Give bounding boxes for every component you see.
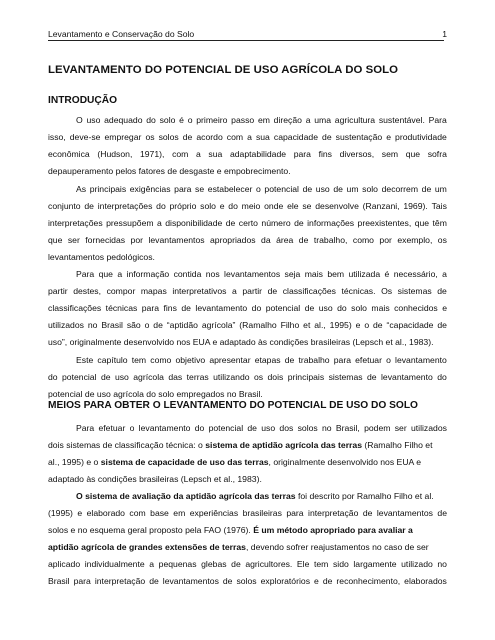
word: por (379, 234, 392, 245)
word: reconhecimento, (336, 576, 401, 587)
word: e (442, 303, 447, 314)
word: fins (318, 149, 332, 160)
word: disponibilidade (165, 217, 223, 228)
word: uma (314, 115, 332, 125)
intro-paragraph-1 (48, 112, 447, 180)
word: de (367, 371, 377, 382)
text-run: , devendo sofrer reajustamentos no caso de ser (245, 542, 429, 553)
word: passo (231, 115, 255, 125)
word: informação (126, 269, 170, 279)
text-line (48, 420, 447, 437)
word: decorrem (381, 183, 419, 194)
word: solos (297, 423, 318, 433)
word: Brasil, (335, 423, 360, 433)
word: utilizando (213, 371, 250, 382)
word: ser (394, 423, 407, 433)
word: o (386, 354, 391, 365)
word: classificações (282, 286, 336, 297)
word: interpretações (48, 217, 103, 228)
word: mais (304, 269, 323, 279)
text-line (48, 556, 447, 573)
word: potencial (208, 423, 244, 433)
word: isso, (48, 132, 66, 143)
word: do (194, 423, 205, 433)
word: a (305, 115, 311, 125)
word: o (187, 115, 193, 125)
word: que (414, 217, 430, 228)
text-line (48, 317, 447, 334)
word: de (100, 371, 111, 382)
word: nos (205, 269, 220, 279)
word: levantamentos (376, 508, 433, 519)
word: com (172, 149, 189, 160)
word: acordo (196, 132, 223, 143)
word: agrícola” (201, 320, 236, 331)
word: levantamentos (162, 576, 219, 587)
word: do (228, 200, 238, 211)
word: Para (76, 423, 95, 433)
word: direção (273, 115, 302, 125)
emphasis-text: sistema de capacidade de uso das terras (100, 457, 269, 468)
word: pequenas (158, 559, 197, 570)
word: glebas (201, 559, 227, 570)
word: de (298, 234, 309, 245)
word: Para (76, 269, 95, 279)
word: do (337, 303, 347, 314)
word: conjunto (48, 200, 81, 211)
text-line (48, 573, 447, 590)
word: de (182, 132, 193, 143)
word: adequado (104, 115, 143, 125)
word: efetuar (98, 423, 126, 433)
word: a (117, 269, 123, 279)
text-line (48, 522, 447, 539)
word: solo (351, 303, 367, 314)
word: partir (242, 286, 263, 297)
word: (Ranzani, (362, 200, 400, 211)
word: do (437, 371, 447, 382)
section2-paragraph-2 (48, 488, 447, 591)
word: no (437, 559, 447, 570)
word: sistemas (397, 286, 432, 297)
text-line (48, 505, 447, 522)
word: preexistentes, (357, 217, 412, 228)
word: e (77, 508, 83, 519)
word: utilizado (401, 559, 433, 570)
word: onde (264, 200, 284, 211)
word: solo (200, 200, 216, 211)
word: da (261, 234, 271, 245)
word: Brasil (48, 576, 70, 587)
word: base (150, 508, 169, 519)
header-title: Levantamento e Conservação do Solo (48, 29, 195, 39)
word: de (294, 217, 304, 228)
text-run: al., 1995) e o (48, 457, 101, 468)
word: para (73, 576, 91, 587)
text-line: uso”, originalmente desenvolvido nos EUA e adaptado às condições brasileiras (Lepsch et al., 1983). (48, 337, 434, 348)
document-title: LEVANTAMENTO DO POTENCIAL DE USO AGRÍCOLA DO SOLO (48, 64, 399, 76)
word: capacidade (273, 132, 318, 143)
word: de (437, 320, 447, 331)
text-line (48, 198, 447, 215)
word: se (195, 183, 205, 194)
word: largamente (353, 559, 397, 570)
word: conhecidos (394, 303, 438, 314)
word: sido (332, 559, 349, 570)
word: o (256, 183, 261, 194)
word: individualmente (84, 559, 145, 570)
word: sistemas (328, 371, 363, 382)
word: para (141, 303, 160, 314)
word: econômica (48, 149, 90, 160)
word: terras (186, 371, 209, 382)
word: de (421, 183, 432, 194)
word: estabelecer (207, 183, 253, 194)
word: Este (76, 354, 94, 365)
word: área (276, 234, 294, 245)
word: solo (159, 115, 176, 125)
word: e (386, 132, 391, 143)
word: o (129, 423, 135, 433)
intro-paragraph-2 (48, 181, 447, 266)
word: de (247, 423, 257, 433)
text-line (48, 488, 447, 505)
word: tem (131, 354, 147, 365)
word: sem (381, 149, 399, 160)
word: partir (48, 286, 68, 297)
word: de (284, 354, 295, 365)
word: Brasil (101, 320, 123, 331)
word: utilizada (348, 269, 381, 279)
word: por (130, 234, 143, 245)
word: etapas (254, 354, 281, 365)
word: destes, (73, 286, 102, 297)
word: uso (315, 183, 330, 194)
word: (Ramalho (239, 320, 277, 331)
word: podem (364, 423, 391, 433)
word: potencial (264, 183, 299, 194)
word: efetuar (355, 354, 382, 365)
word: al., (314, 320, 326, 331)
word: (Hudson, (97, 149, 133, 160)
word: o (364, 320, 370, 331)
section-heading-meios: MEIOS PARA OBTER O LEVANTAMENTO DO POTENCIAL DE USO DO SOLO (48, 400, 418, 411)
word: os (253, 371, 264, 382)
emphasis-text: sistema de aptidão agrícola das terras (205, 440, 363, 451)
text-line (48, 129, 447, 146)
word: apresentar (209, 354, 251, 365)
word: agrícola (133, 371, 164, 382)
word: a (195, 149, 201, 160)
word: capítulo (97, 354, 128, 365)
word: exigências (129, 183, 171, 194)
word: desenvolve (315, 200, 359, 211)
text-line (48, 352, 447, 369)
word: a (149, 559, 155, 570)
word: o (144, 320, 150, 331)
word: com (226, 132, 244, 143)
text-run: dois sistemas de classificação técnica: o (48, 440, 206, 451)
word: em (173, 508, 186, 519)
word: do (146, 115, 156, 125)
word: tem (313, 559, 329, 570)
text-line (48, 266, 447, 283)
word: adaptabilidade (229, 149, 287, 160)
word: pressupõem (106, 217, 154, 228)
word: interpretativos (172, 286, 227, 297)
word: a (247, 132, 252, 143)
text-line (48, 112, 447, 129)
word: de (322, 132, 332, 143)
text-line (48, 437, 447, 454)
word: do (48, 371, 58, 382)
word: Para (428, 115, 447, 125)
word: do (251, 303, 262, 314)
word: que (98, 269, 113, 279)
word: fins (163, 303, 177, 314)
word: que (48, 234, 63, 245)
word: para (286, 508, 304, 519)
text-line: adaptado às condições brasileiras (Lepsch et al., 1983). (48, 474, 262, 485)
word: mais (371, 303, 390, 314)
word: informações (307, 217, 355, 228)
intro-paragraph-3 (48, 266, 447, 351)
word: a (442, 269, 447, 279)
word: exemplo, (397, 234, 433, 245)
word: têm (432, 217, 447, 228)
word: agricultura (334, 115, 376, 125)
text-line: levantamentos pedológicos. (48, 251, 155, 262)
word: das (168, 371, 183, 382)
word: levantamentos (148, 234, 205, 245)
word: um (434, 183, 447, 194)
word: do (156, 200, 166, 211)
word: Tais (431, 200, 447, 211)
word: empregar (104, 132, 142, 143)
word: de (84, 200, 94, 211)
word: técnicas. (341, 286, 376, 297)
word: interpretação (308, 508, 359, 519)
word: levantamento (195, 303, 248, 314)
page-header (48, 29, 447, 39)
word: levantamento (395, 354, 447, 365)
word: “capacidade (386, 320, 434, 331)
word: et (303, 320, 311, 331)
section2-paragraph-1 (48, 420, 447, 488)
word: técnicas (105, 303, 138, 314)
word: uso (261, 423, 276, 433)
word: é (179, 115, 184, 125)
word: levantamento (138, 423, 191, 433)
word: Os (381, 286, 393, 297)
word: principais (287, 371, 325, 382)
text-line (48, 181, 447, 198)
word: diversos, (339, 149, 375, 160)
word: potencial (62, 371, 97, 382)
word: primeiro (196, 115, 228, 125)
word: trabalho, (313, 234, 348, 245)
word: trabalho (298, 354, 330, 365)
word: 1969). (403, 200, 428, 211)
word: mapas (140, 286, 167, 297)
word: “aptidão (166, 320, 198, 331)
word: a (157, 217, 162, 228)
word: de (231, 559, 241, 570)
word: deve-se (69, 132, 101, 143)
word: utilizados (48, 320, 84, 331)
word: de (437, 286, 447, 297)
word: de (222, 576, 233, 587)
word: de (181, 303, 191, 314)
text-line (48, 232, 447, 249)
intro-heading: INTRODUÇÃO (48, 95, 118, 106)
text-run: , originalmente desenvolvido nos EUA e (268, 457, 422, 468)
word: sustentação (335, 132, 383, 143)
page-number: 1 (442, 29, 447, 39)
word: uso (318, 303, 333, 314)
word: agricultores. (245, 559, 293, 570)
word: sustentável. (378, 115, 425, 125)
word: no (87, 320, 98, 331)
word: elaborados (404, 576, 447, 587)
word: solos (158, 132, 179, 143)
word: exploratórios (260, 576, 311, 587)
word: sofra (427, 149, 447, 160)
word: 1995) (329, 320, 352, 331)
word: potencial (265, 303, 301, 314)
word: solos (236, 576, 257, 587)
word: ser (67, 234, 80, 245)
word: com (129, 508, 146, 519)
word: para (293, 149, 311, 160)
word: de (149, 576, 159, 587)
word: As (76, 183, 87, 194)
word: número (261, 217, 291, 228)
text-line: potencial de uso agrícola do solo empregados no Brasil. (48, 388, 263, 399)
text-line (48, 300, 447, 317)
word: dos (279, 423, 294, 433)
word: classificações (48, 303, 102, 314)
word: uso (114, 371, 129, 382)
word: sua (208, 149, 223, 160)
word: fornecidas (85, 234, 126, 245)
word: e (355, 320, 361, 331)
word: no (322, 423, 332, 433)
word: interpretação (94, 576, 146, 587)
word: meio (241, 200, 261, 211)
word: de (225, 217, 236, 228)
word: se (302, 200, 312, 211)
emphasis-text: aptidão agrícola de grandes extensões de terras (48, 542, 246, 553)
word: de (333, 183, 343, 194)
word: como (352, 234, 374, 245)
word: certo (238, 217, 258, 228)
word: elaborado (86, 508, 125, 519)
emphasis-text: O sistema de avaliação da aptidão agrícola das terras (76, 491, 296, 501)
word: compor (106, 286, 136, 297)
word: levantamento (381, 371, 433, 382)
word: seja (284, 269, 301, 279)
text-line (48, 539, 447, 556)
word: é (384, 269, 390, 279)
word: produtividade (395, 132, 447, 143)
word: dois (267, 371, 284, 382)
word: necessário, (393, 269, 438, 279)
word: O (76, 115, 83, 125)
word: de (322, 576, 333, 587)
emphasis-text: É um método apropriado para avaliar a (253, 525, 413, 536)
text-line (48, 146, 447, 163)
text-run: (Ramalho Filho et (362, 440, 433, 451)
word: os (145, 132, 155, 143)
word: utilizados (410, 423, 447, 433)
word: que (405, 149, 421, 160)
word: de (267, 286, 278, 297)
word: levantamentos (224, 269, 281, 279)
word: e (219, 200, 225, 211)
text-run: solos e no esquema geral proposto pela FAO (1976). (48, 525, 254, 536)
word: próprio (169, 200, 197, 211)
word: de (304, 303, 315, 314)
word: como (150, 354, 172, 365)
text-line (48, 454, 447, 471)
word: bem (327, 269, 345, 279)
word: ele (287, 200, 299, 211)
word: para (333, 354, 351, 365)
text-line (48, 215, 447, 232)
text-line: depauperamento pelos fatores de desgaste e empobrecimento. (48, 166, 291, 177)
word: para (174, 183, 192, 194)
word: aplicado (48, 559, 81, 570)
word: interpretações (97, 200, 153, 211)
word: de (153, 320, 163, 331)
text-line (48, 369, 447, 386)
intro-paragraph-4 (48, 352, 447, 403)
word: de (362, 508, 373, 519)
word: e (314, 576, 319, 587)
word: apropriados (210, 234, 256, 245)
word: solo (362, 183, 378, 194)
word: uso (86, 115, 101, 125)
word: 1971), (139, 149, 165, 160)
word: experiências (189, 508, 239, 519)
text-line (48, 283, 447, 300)
text-run: foi descrito por Ramalho Filho et al. (295, 491, 434, 501)
word: um (346, 183, 359, 194)
word: sua (255, 132, 270, 143)
word: de (302, 183, 313, 194)
header-rule (48, 40, 444, 41)
word: brasileiras (242, 508, 282, 519)
word: objetivo (175, 354, 206, 365)
word: de (373, 320, 383, 331)
word: principais (89, 183, 127, 194)
word: (1995) (48, 508, 73, 519)
word: em (257, 115, 270, 125)
word: são (126, 320, 141, 331)
word: Filho (280, 320, 300, 331)
word: Ele (296, 559, 310, 570)
word: a (232, 286, 237, 297)
word: contida (173, 269, 202, 279)
word: de (437, 508, 447, 519)
word: os (437, 234, 447, 245)
